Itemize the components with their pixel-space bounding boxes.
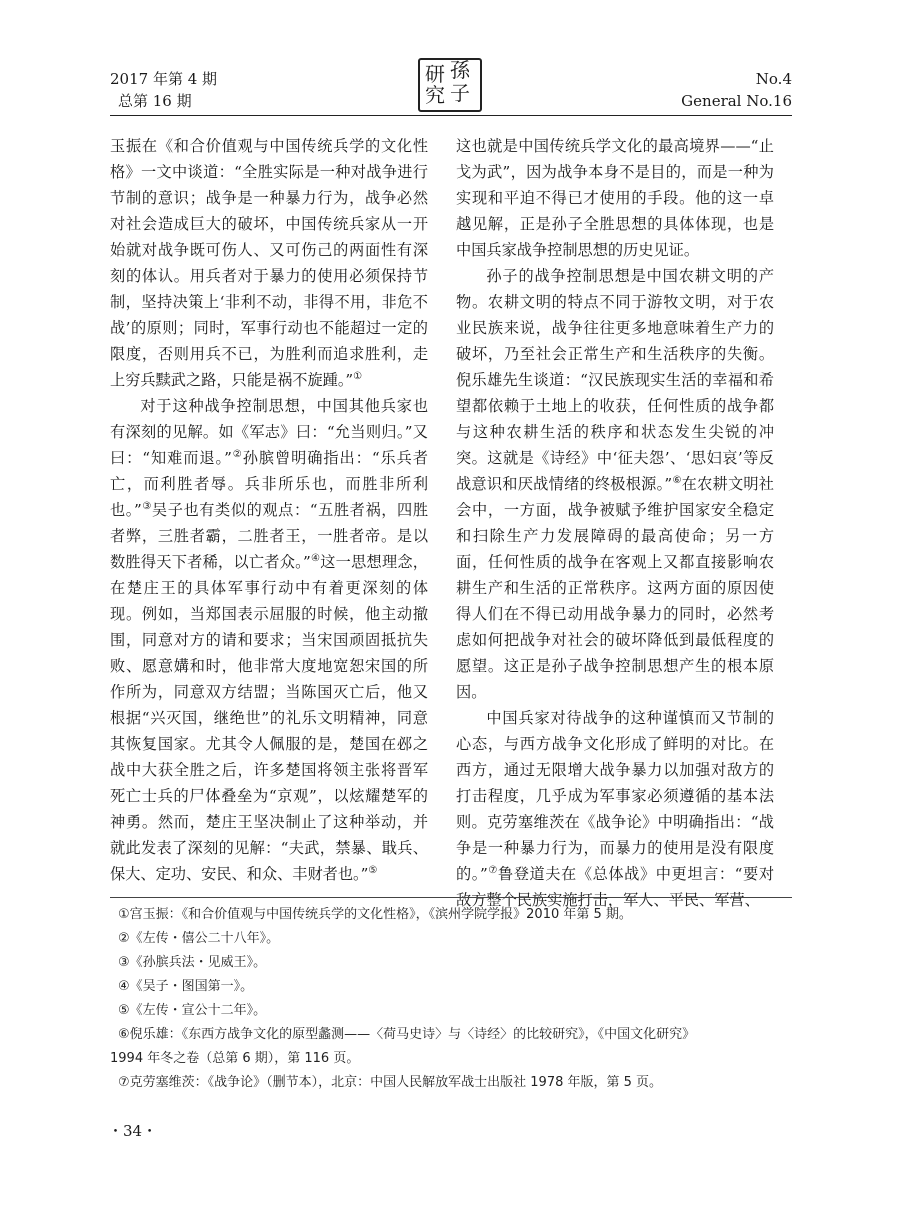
paragraph-text: 这也就是中国传统兵学文化的最高境界——“止戈为武”，因为战争本身不是目的，而是一种为实现和平迫不得已才使用的手段。他的这一卓越见解，正是孙子全胜思想的具体体现，也是中国兵家战争控制思想的历史见证。 xyxy=(456,137,774,259)
paragraph-text: 孙子的战争控制思想是中国农耕文明的产物。农耕文明的特点不同于游牧文明，对于农业民族来说，战争往往更多地意味着生产力的破坏，乃至社会正常生产和生活秩序的失衡。倪乐雄先生谈道：“汉民族现实生活的幸福和希望都依赖于土地上的收获，任何性质的战争都与这种农耕生活的秩序和状态发生尖锐的冲突。这就是《诗经》中‘征夫怨’、‘思妇哀’等反战意识和厌战情绪的终极根源。” xyxy=(456,267,774,493)
footnote-item: ⑦克劳塞维茨：《战争论》（删节本），北京：中国人民解放军战士出版社 1978 年版，第 5 页。 xyxy=(118,1075,663,1090)
journal-logo xyxy=(418,58,482,112)
footnote-rule xyxy=(110,897,792,898)
header-number-info xyxy=(681,68,792,112)
page-number: ・34・ xyxy=(108,1122,158,1140)
footnote-ref: ⑤ xyxy=(368,864,378,876)
paragraph xyxy=(110,133,428,393)
paragraph-text: 中国兵家对待战争的这种谨慎而又节制的心态，与西方战争文化形成了鲜明的对比。在西方，通过无限增大战争暴力以加强对敌方的打击程度，几乎成为军事家必须遵循的基本法则。克劳塞维茨在《战争论》中明确指出：“战争是一种暴力行为，而暴力的使用是没有限度的。” xyxy=(456,709,774,883)
footnote-item: ③《孙膑兵法・见威王》。 xyxy=(118,955,267,970)
footnote-ref: ③ xyxy=(141,500,152,512)
paragraph xyxy=(456,263,774,705)
footnote-ref: ⑦ xyxy=(487,864,498,876)
footnote-item: ④《吴子・图国第一》。 xyxy=(118,979,254,994)
header-general-no: General No.16 xyxy=(681,92,792,110)
body-column-right xyxy=(456,133,774,913)
body-column-left xyxy=(110,133,428,887)
header-total-issue: 总第 16 期 xyxy=(118,92,192,110)
logo-char-3: 究 xyxy=(425,83,445,107)
footnote-item: ②《左传・僖公二十八年》。 xyxy=(118,931,280,946)
header-year-issue: 2017 年第 4 期 xyxy=(110,70,218,88)
paragraph-text: 在农耕文明社会中，一方面，战争被赋予维护国家安全稳定和扫除生产力发展障碍的最高使命；另一方面，任何性质的战争在客观上又都直接影响农耕生产和生活的正常秩序。这两方面的原因使得人们在不得已动用战争暴力的同时，必然考虑如何把战争对社会的破坏降低到最低程度的愿望。这正是孙子战争控制思想产生的根本原因。 xyxy=(456,475,774,701)
footnote-item-continuation: 1994 年冬之卷（总第 6 期），第 116 页。 xyxy=(110,1051,360,1066)
paragraph-text: 吴子也有类似的观点：“五胜者祸，四胜者弊，三胜者霸，二胜者王，一胜者帝。是以数胜得天下者稀，以亡者众。” xyxy=(110,501,429,571)
paragraph-text: 玉振在《和合价值观与中国传统兵学的文化性格》一文中谈道：“全胜实际是一种对战争进行节制的意识；战争是一种暴力行为，战争必然对社会造成巨大的破坏，中国传统兵家从一开始就对战争既可伤人、又可伤己的两面性有深刻的体认。用兵者对于暴力的使用必须保持节制，坚持决策上‘非利不动，非得不用，非危不战’的原则；同时，军事行动也不能超过一定的限度，否则用兵不已，为胜利而追求胜利，走上穷兵黩武之路，只能是祸不旋踵。” xyxy=(110,137,428,389)
footnote-item: ①宫玉振：《和合价值观与中国传统兵学的文化性格》，《滨州学院学报》2010 年第 5 期。 xyxy=(118,907,632,922)
paragraph xyxy=(110,393,428,887)
footnote-ref: ④ xyxy=(310,552,321,564)
paragraph-text: 鲁登道夫在《总体战》中更坦言：“要对敌方整个民族实施打击，军人、平民、军营、 xyxy=(456,865,775,909)
header-issue-info xyxy=(110,68,217,112)
header-rule xyxy=(110,115,792,116)
footnotes xyxy=(110,903,792,1095)
footnote-ref: ① xyxy=(353,370,363,382)
logo-char-2: 孫 xyxy=(450,58,470,82)
logo-char-1: 研 xyxy=(425,62,445,86)
paragraph-text: 这一思想理念，在楚庄王的具体军事行动中有着更深刻的体现。例如，当郑国表示屈服的时候，他主动撤围，同意对方的请和要求；当宋国顽固抵抗失败、愿意媾和时，他非常大度地宽恕宋国的所作所为，同意双方结盟；当陈国灭亡后，他又根据“兴灭国，继绝世”的礼乐文明精神，同意其恢复国家。尤其令人佩服的是，楚国在邲之战中大获全胜之后，许多楚国将领主张将晋军死亡士兵的尸体叠垒为“京观”，以炫耀楚军的神勇。然而，楚庄王坚决制止了这种举动，并就此发表了深刻的见解：“夫武，禁暴、戢兵、保大、定功、安民、和众、丰财者也。” xyxy=(110,553,428,883)
footnote-item: ⑥倪乐雄：《东西方战争文化的原型蠡测——〈荷马史诗〉与〈诗经〉的比较研究》，《中国文化研究》 xyxy=(118,1027,696,1042)
paragraph-text: 对于这种战争控制思想，中国其他兵家也有深刻的见解。如《军志》曰：“允当则归。”又曰：“知难而退。” xyxy=(110,397,428,467)
footnote-ref: ⑥ xyxy=(672,474,682,486)
paragraph-text: 孙膑曾明确指出：“乐兵者亡，而利胜者辱。兵非所乐也，而胜非所利也。” xyxy=(110,449,428,519)
footnote-ref: ② xyxy=(231,448,243,460)
header-no: No.4 xyxy=(755,70,792,88)
footnote-item: ⑤《左传・宣公十二年》。 xyxy=(118,1003,267,1018)
paragraph xyxy=(456,705,774,913)
logo-char-4: 子 xyxy=(450,81,470,105)
paragraph xyxy=(456,133,774,263)
